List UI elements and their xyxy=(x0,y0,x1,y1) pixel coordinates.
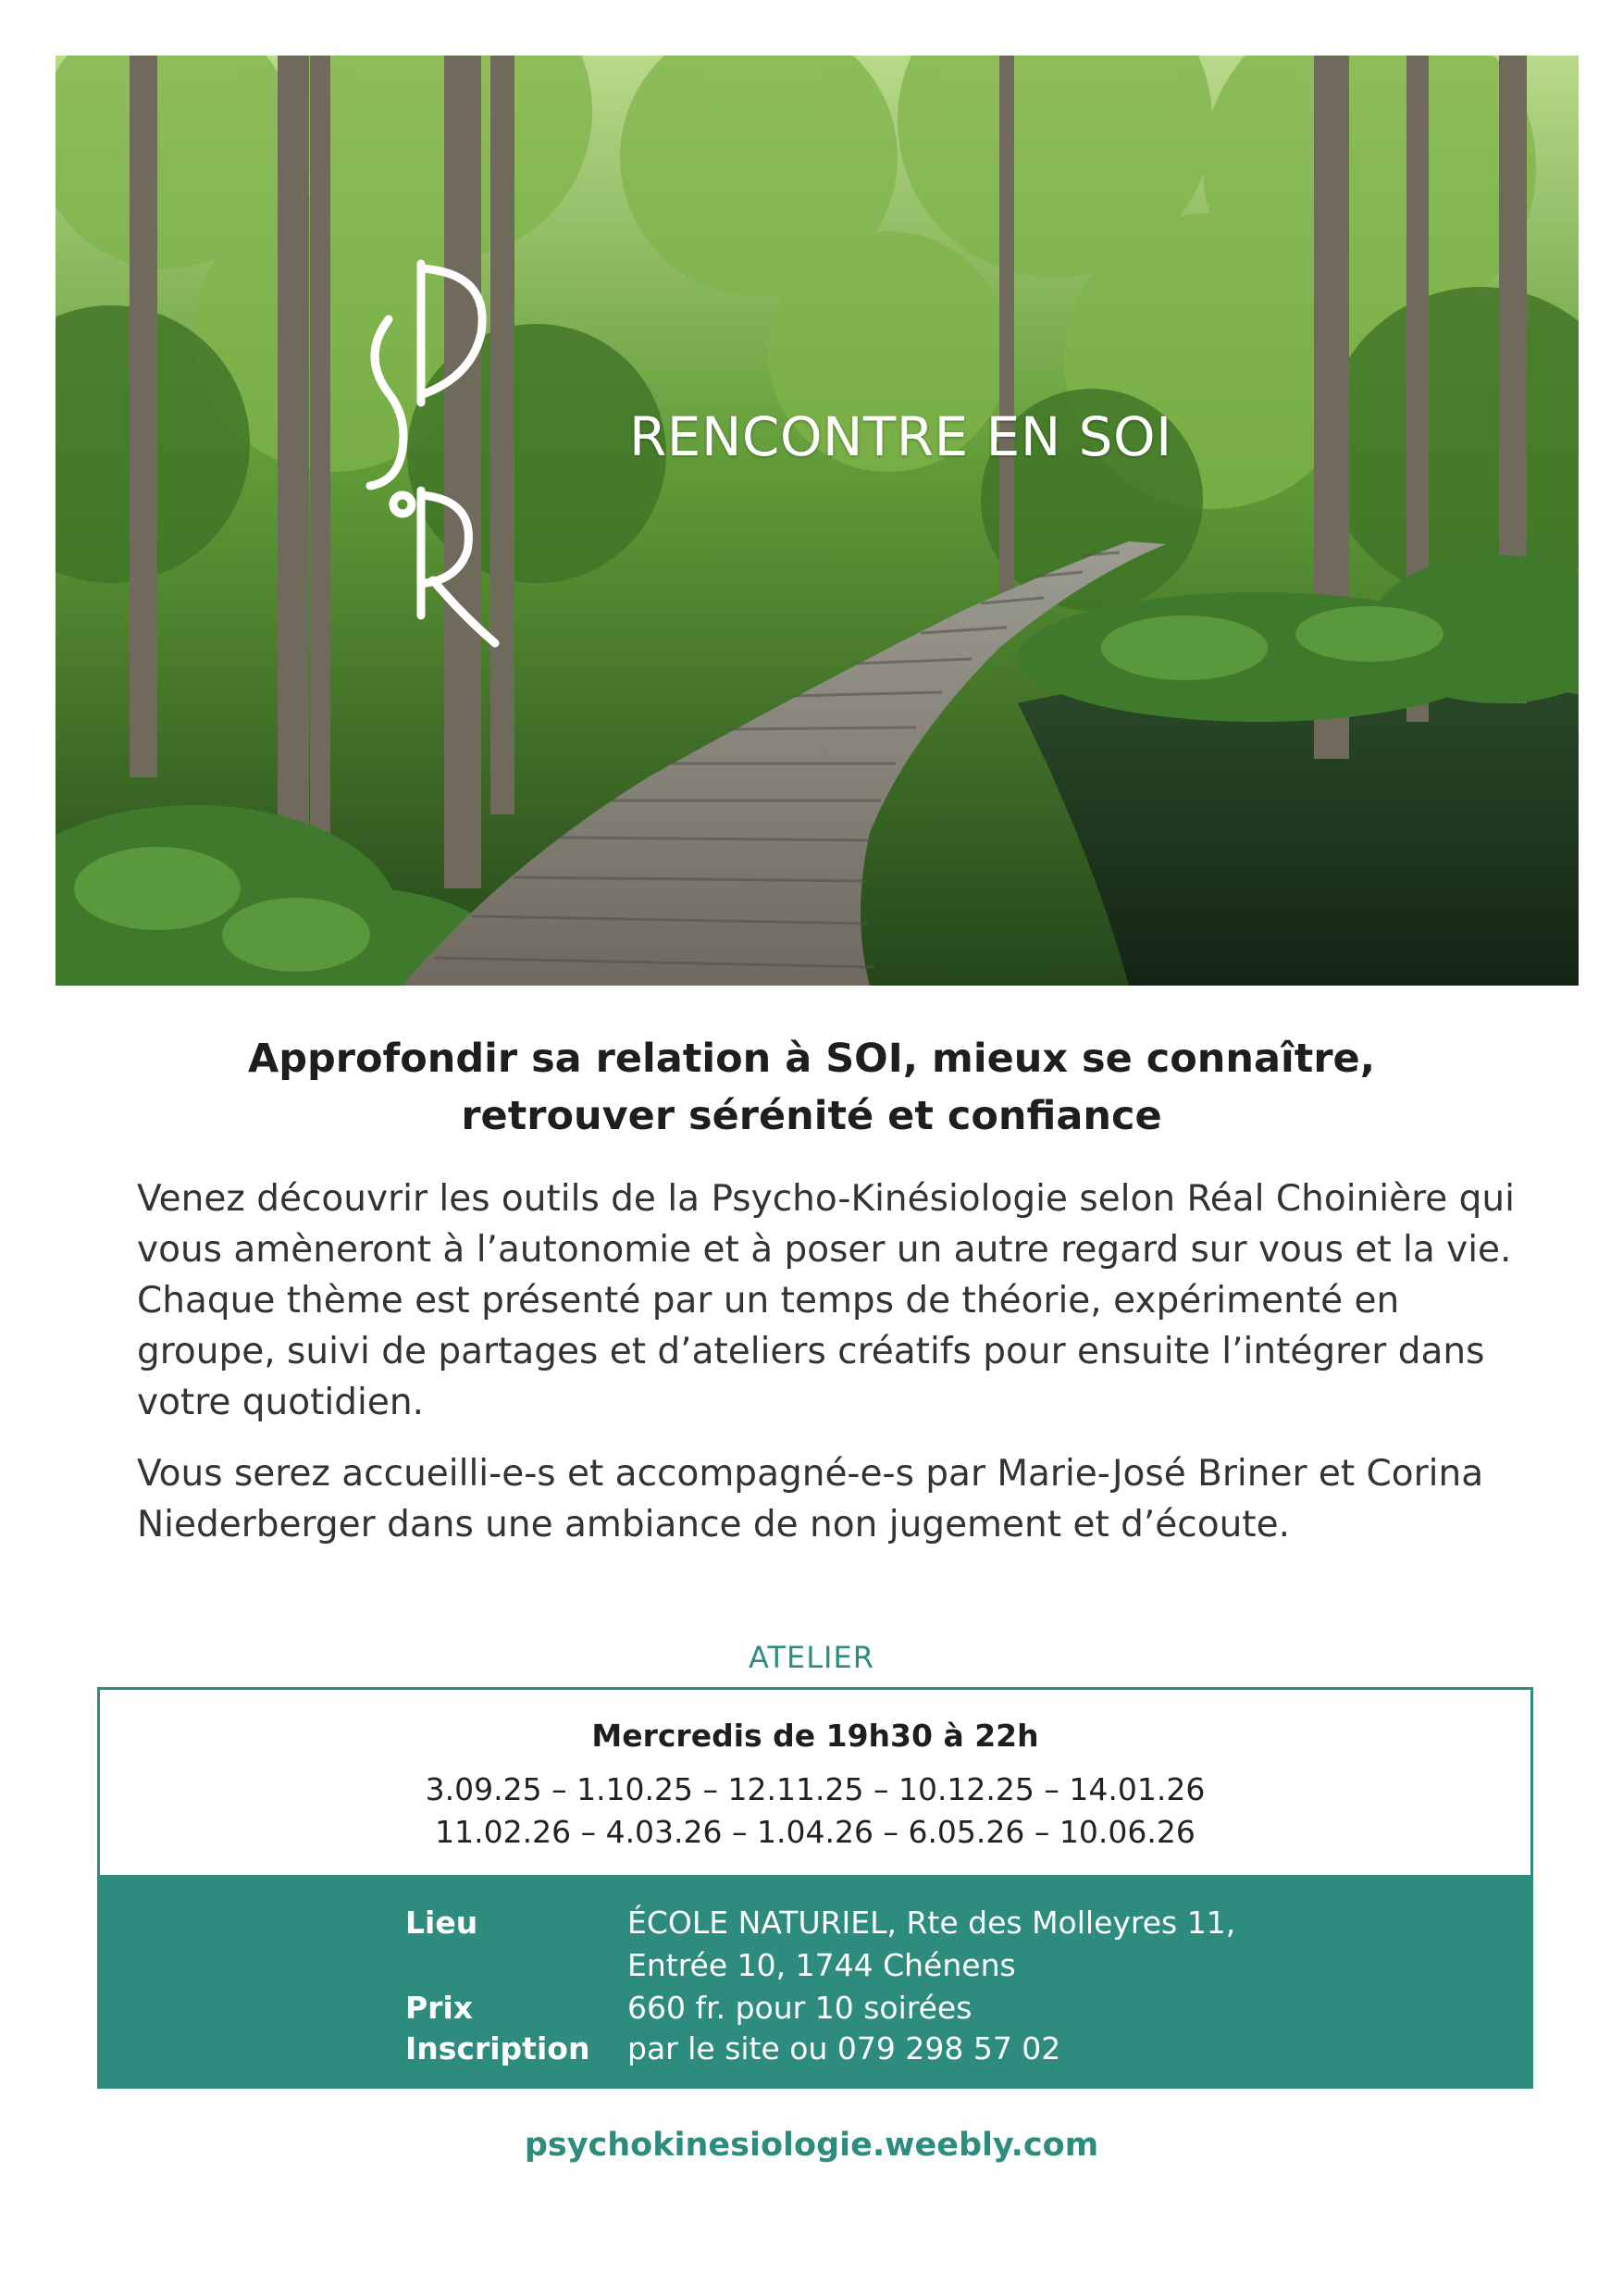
atelier-label: ATELIER xyxy=(749,1640,874,1675)
headline xyxy=(0,1030,1623,1145)
prix-value: 660 fr. pour 10 soirées xyxy=(627,1990,973,2026)
inscription-label: Inscription xyxy=(405,2030,590,2066)
info-panel xyxy=(100,1875,1530,2086)
dates-line-1: 3.09.25 – 1.10.25 – 12.11.25 – 10.12.25 – 14.01.26 xyxy=(425,1771,1206,1807)
headline-line-2: retrouver sérénité et confiance xyxy=(461,1093,1162,1139)
prix-label: Prix xyxy=(405,1990,474,2026)
body-paragraph-1: Venez découvrir les outils de la Psycho-Kinésiologie selon Réal Choinière qui vous amèneront à l’autonomie et à poser un autre regard sur vous et la vie. Chaque thème est présenté par un temps de théorie, expérimenté en groupe, suivi de partages et d’ateliers créatifs pour ensuite l’intégrer dans votre quotidien. xyxy=(137,1178,1515,1423)
lieu-label: Lieu xyxy=(405,1905,478,1941)
dates-line-2: 11.02.26 – 4.03.26 – 1.04.26 – 6.05.26 – 10.06.26 xyxy=(435,1814,1196,1850)
website-link[interactable]: psychokinesiologie.weebly.com xyxy=(524,2127,1099,2164)
atelier-box xyxy=(97,1687,1533,2089)
lieu-line-2: Entrée 10, 1744 Chénens xyxy=(627,1947,1016,1983)
psr-monogram-icon xyxy=(333,254,518,680)
lieu-line-1: ÉCOLE NATURIEL, Rte des Molleyres 11, xyxy=(627,1905,1236,1941)
schedule-title: Mercredis de 19h30 à 22h xyxy=(591,1718,1039,1754)
hero-image xyxy=(56,56,1579,986)
forest-boardwalk-illustration xyxy=(56,56,1579,986)
headline-line-1: Approfondir sa relation à SOI, mieux se connaître, xyxy=(247,1036,1376,1082)
inscription-value: par le site ou 079 298 57 02 xyxy=(627,2030,1061,2066)
body-text xyxy=(137,1173,1534,1570)
hero-title: RENCONTRE EN SOI xyxy=(629,405,1172,468)
dates-list xyxy=(100,1769,1530,1854)
body-paragraph-2: Vous serez accueilli-e-s et accompagné-e-s par Marie-José Briner et Corina Niederberger dans une ambiance de non jugement et d’écoute. xyxy=(137,1453,1484,1545)
